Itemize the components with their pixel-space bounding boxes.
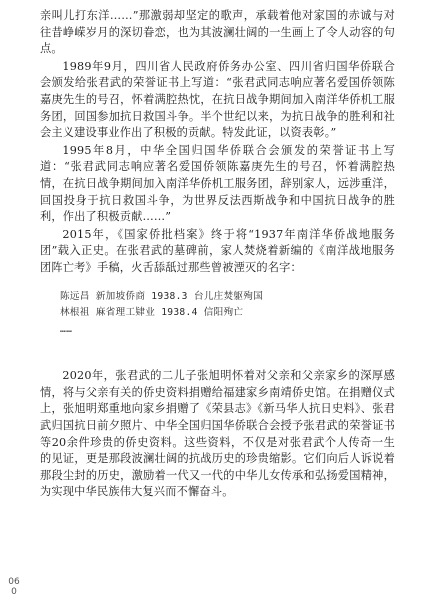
paragraph-group-bottom xyxy=(40,368,395,501)
paragraph: 2015年，《国家侨批档案》终于将“1937年南洋华侨战地服务团”载入正史。在张君武的墓碑前，家人焚烧着新编的《南洋战地服务团阵亡考》手稿，火舌舔舐过那些曾被湮灭的名字： xyxy=(40,227,395,274)
document-body xyxy=(40,8,395,501)
paragraph: 2020年，张君武的二儿子张旭明怀着对父亲和父亲家乡的深厚感情，将与父亲有关的侨史资料捐赠给福建家乡南靖侨史馆。在捐赠仪式上，张旭明郑重地向家乡捐赠了《荣县志》《新马华人抗日史料》、张君武归国抗日前夕照片、中华全国归国华侨联合会授予张君武的荣誉证书等20余件珍贵的侨史资料。这些资料，不仅是对张君武个人传奇一生的见证，更是那段波澜壮阔的抗战历史的珍贵缩影。它们向后人诉说着那段尘封的历史，激励着一代又一代的中华儿女传承和弘扬爱国精神，为实现中华民族伟大复兴而不懈奋斗。 xyxy=(40,369,395,499)
name-entry: 陈远昌 新加坡侨商 1938.3 台儿庄焚躯殉国 xyxy=(60,290,264,302)
paragraph: 亲叫儿打东洋……”那激弱却坚定的歌声，承载着他对家国的赤诚与对往昔峥嵘岁月的深切眷恋，也为其波澜壮阔的一生画上了令人动容的句点。 xyxy=(40,9,395,56)
page-number: 060 xyxy=(8,577,20,597)
paragraph: 1989年9月，四川省人民政府侨务办公室、四川省归国华侨联合会颁发给张君武的荣誉证书上写道：“张君武同志响应著名爱国侨领陈嘉庚先生的号召，怀着满腔热忱，在抗日战争期间加入南洋华侨机工服务团，回国参加抗日救国斗争。半个世纪以来，为抗日战争的胜利和社会主义建设事业作出了积极的贡献。特发此证，以资表彰。” xyxy=(40,59,395,140)
name-list xyxy=(40,289,395,339)
section-gap xyxy=(40,338,395,368)
name-entry: 林根祖 麻省理工肄业 1938.4 信阳殉亡 xyxy=(60,307,244,319)
paragraph: 1995年8月，中华全国归国华侨联合会颁发的荣誉证书上写道：“张君武同志响应著名爱国侨领陈嘉庚先生的号召，怀着满腔热情，在抗日战争期间加入南洋华侨机工服务团，辞别家人，远涉重洋，回国投身于抗日救国斗争，为世界反法西斯战争和中国抗日战争的胜利，作出了积极贡献……” xyxy=(40,143,395,224)
name-entry: …… xyxy=(60,323,73,335)
paragraph-group-top xyxy=(40,8,395,277)
